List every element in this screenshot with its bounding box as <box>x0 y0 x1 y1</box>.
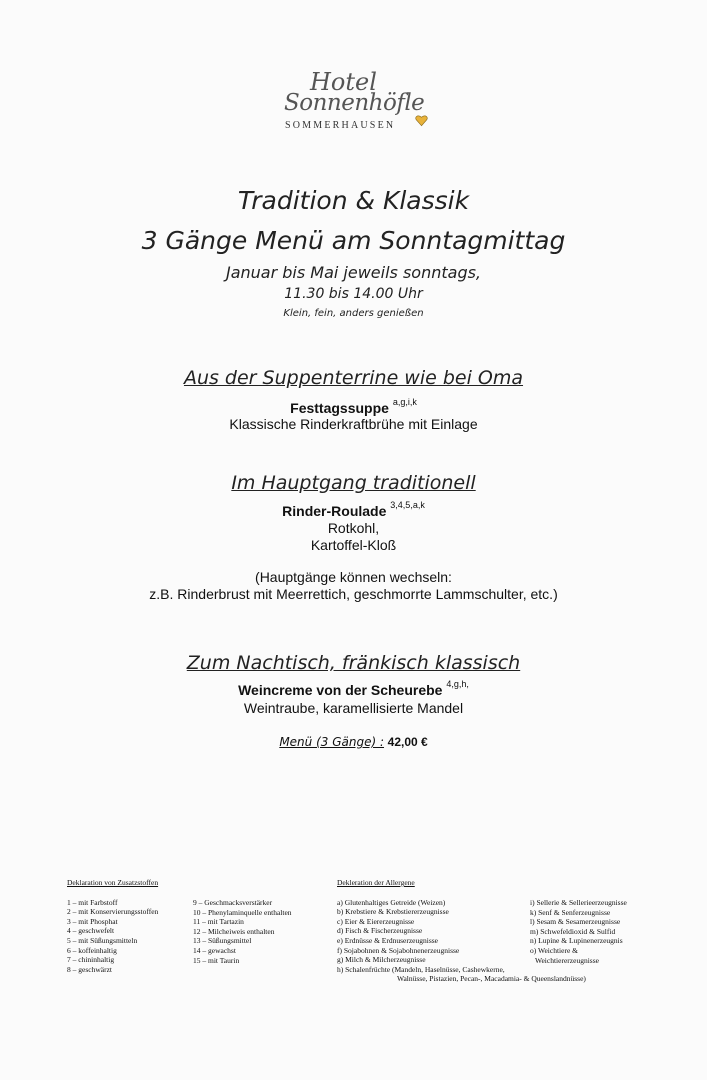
allergen-item: f) Sojabohnen & Sojabohnenerzeugnisse <box>337 945 460 955</box>
dish-description: Klassische Rinderkraftbrühe mit Einlage <box>229 416 478 432</box>
additive-item: 5 – mit Süßungsmitteln <box>67 935 138 945</box>
allergen-item: k) Senf & Senferzeugnisse <box>530 907 611 917</box>
allergen-item: e) Erdnüsse & Erdnuserzeugnisse <box>337 935 439 945</box>
menu-price <box>0 734 707 749</box>
side-dish: Kartoffel-Kloß <box>310 537 397 553</box>
menu-dates: Januar bis Mai jeweils sonntags, <box>225 263 482 282</box>
course-heading-dessert: Zum Nachtisch, fränkisch klassisch <box>186 652 521 674</box>
allergen-codes: 3,4,5,a,k <box>390 500 425 510</box>
additive-item: 14 – gewachst <box>193 945 236 955</box>
logo-line-name: Sonnenhöfle <box>284 90 425 116</box>
additive-item: 7 – chininhaltig <box>67 955 115 965</box>
allergen-codes: 4,g,h, <box>446 679 469 689</box>
allergen-item: c) Eier & Eiererzeugnisse <box>337 916 415 926</box>
allergen-codes: a,g,i,k <box>392 397 417 407</box>
allergens-list-2 <box>530 898 627 965</box>
allergens-heading: Dekleration der Allergene <box>337 878 415 887</box>
additive-item: 3 – mit Phosphat <box>67 916 118 926</box>
heart-icon <box>415 114 428 127</box>
additive-item: 8 – geschwärzt <box>67 964 112 974</box>
price-value: 42,00 € <box>387 735 428 749</box>
main-note: (Hauptgänge können wechseln: <box>255 569 452 585</box>
menu-slogan: Klein, fein, anders genießen <box>283 308 424 319</box>
additives-list-2 <box>193 898 292 965</box>
side-dish: Rotkohl, <box>327 520 380 536</box>
allergen-item: h) Schalenfrüchte (Mandeln, Haselnüsse, Cashewkerne, <box>337 964 505 974</box>
main-note-example: z.B. Rinderbrust mit Meerrettich, geschmorrte Lammschulter, etc.) <box>149 586 558 602</box>
dish-dessert <box>0 679 707 700</box>
course-heading-main: Im Hauptgang traditionell <box>231 472 476 494</box>
allergen-item: m) Schwefeldioxid & Sulfid <box>530 926 616 936</box>
additive-item: 2 – mit Konservierungsstoffen <box>67 907 159 917</box>
allergen-item: Walnüsse, Pistazien, Pecan-, Macadamia- & Queenslandnüsse) <box>397 974 586 984</box>
additive-item: 13 – Süßungsmittel <box>193 936 252 946</box>
price-label: Menü (3 Gänge) : <box>279 735 385 749</box>
dish-description: Weintraube, karamellisierte Mandel <box>243 700 464 716</box>
allergen-item: l) Sesam & Sesamerzeugnisse <box>530 917 621 927</box>
additives-list <box>67 878 158 974</box>
dish-name: Festtagssuppe <box>290 400 389 416</box>
dish-main <box>0 500 707 521</box>
course-heading-soup: Aus der Suppenterrine wie bei Oma <box>183 367 524 389</box>
allergen-item: b) Krebstiere & Krebstiererzeugnisse <box>337 907 449 917</box>
allergen-item: o) Weichtiere & <box>530 945 578 955</box>
additive-item: 11 – mit Tartazin <box>193 917 244 927</box>
allergen-item: n) Lupine & Lupinenerzeugnis <box>530 936 623 946</box>
additive-item: 4 – geschwefelt <box>67 926 115 936</box>
additive-item: 9 – Geschmacksverstärker <box>193 898 273 907</box>
additive-item: 10 – Phenylaminquelle enthalten <box>193 907 292 917</box>
menu-title: Tradition & Klassik <box>237 186 470 215</box>
allergen-item: g) Milch & Milcherzeugnisse <box>337 955 426 965</box>
logo-line-hotel: Hotel <box>310 68 377 96</box>
menu-subtitle: 3 Gänge Menü am Sonntagmittag <box>141 226 566 255</box>
menu-time: 11.30 bis 14.00 Uhr <box>284 286 423 302</box>
logo-line-town: SOMMERHAUSEN <box>285 120 396 131</box>
dish-name: Weincreme von der Scheurebe <box>238 682 443 698</box>
allergen-item: a) Glutenhaltiges Getreide (Weizen) <box>337 897 446 907</box>
allergen-item: i) Sellerie & Sellerieerzeugnisse <box>530 898 627 907</box>
additives-heading: Deklaration von Zusatzstoffen <box>67 878 159 887</box>
additive-item: 6 – koffeinhaltig <box>67 945 117 955</box>
additive-item: 12 – Milcheiweis enthalten <box>193 926 275 936</box>
additive-item: 15 – mit Taurin <box>193 955 240 965</box>
additive-item: 1 – mit Farbstoff <box>67 897 118 907</box>
allergen-item: d) Fisch & Fischerzeugnisse <box>337 926 423 936</box>
hotel-logo <box>282 70 432 136</box>
allergen-item: Weichtiererzeugnisse <box>535 955 599 965</box>
dish-name: Rinder-Roulade <box>282 503 387 519</box>
